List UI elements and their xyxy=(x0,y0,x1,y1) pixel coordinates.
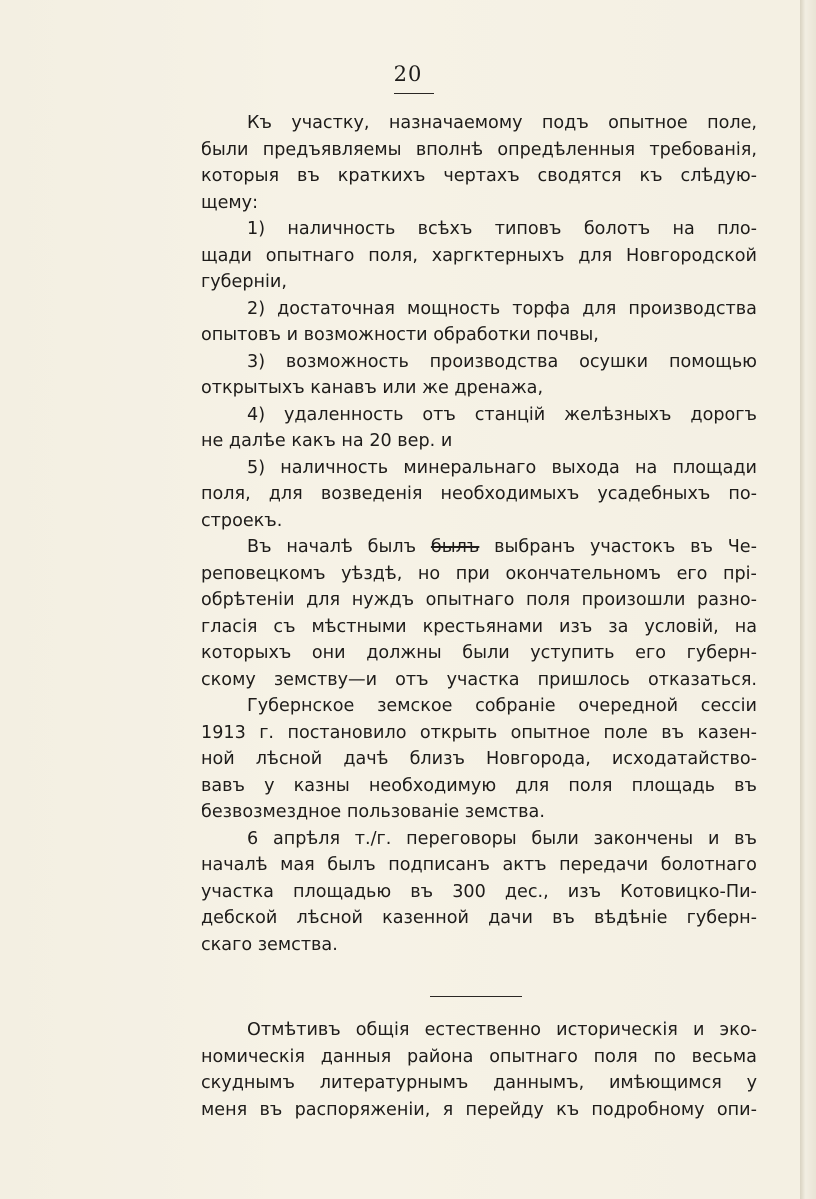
word: нуждъ xyxy=(351,590,415,610)
text-line xyxy=(201,349,757,376)
word: 5) xyxy=(247,457,266,478)
word: опытнаго xyxy=(265,245,355,266)
word: канавъ xyxy=(310,378,377,398)
text-line xyxy=(201,481,757,508)
word: подписанъ xyxy=(388,855,490,875)
word: площадь xyxy=(631,775,716,796)
word: литературнымъ xyxy=(319,1073,469,1093)
word: былъ xyxy=(367,537,417,557)
word: близъ xyxy=(409,749,465,769)
word: Котовицко-Пи- xyxy=(620,881,757,902)
word: казны xyxy=(293,775,350,796)
word: производства xyxy=(628,298,757,319)
word: на xyxy=(635,457,658,478)
word: т./г. xyxy=(354,828,392,849)
word: участка xyxy=(201,881,274,902)
word: и xyxy=(692,1020,705,1040)
page-number-rule xyxy=(394,93,434,94)
text-line xyxy=(201,667,757,694)
word: былъ xyxy=(430,537,480,557)
word: уѣздѣ, xyxy=(341,563,403,584)
word: поля xyxy=(525,590,571,610)
word: которыхъ xyxy=(201,643,292,663)
text-line xyxy=(201,773,757,800)
text-line xyxy=(201,1044,757,1071)
word: условій, xyxy=(644,616,719,637)
word: типовъ xyxy=(494,219,562,239)
word: губерн- xyxy=(686,643,757,663)
word: слѣдую- xyxy=(680,166,757,186)
word: харгктерныхъ xyxy=(431,245,565,266)
word: Отмѣтивъ xyxy=(247,1020,341,1040)
text-line xyxy=(201,269,757,296)
word: опытное xyxy=(608,113,688,133)
word: и xyxy=(707,828,720,849)
word: въ xyxy=(296,166,320,186)
word: дебской xyxy=(201,908,278,928)
word: номическія xyxy=(201,1046,305,1067)
word: реповецкомъ xyxy=(201,563,326,584)
word: и xyxy=(286,325,299,345)
text-line xyxy=(201,614,757,641)
word: усадебныхъ xyxy=(597,484,711,504)
word: торфа xyxy=(512,298,571,319)
word: площадью xyxy=(293,881,392,902)
word: вполнѣ xyxy=(415,139,484,160)
word: поля, xyxy=(201,484,251,504)
word: для xyxy=(578,245,613,266)
word: пришлось xyxy=(537,669,630,690)
word: возведенія xyxy=(320,484,423,504)
word: достаточная xyxy=(277,298,396,319)
word: началѣ xyxy=(286,537,353,557)
word: его xyxy=(635,643,666,663)
word: скуднымъ xyxy=(201,1073,295,1093)
word: 2) xyxy=(247,298,266,319)
word: пользованіе xyxy=(346,802,460,822)
word: собраніе xyxy=(475,696,556,716)
word: 1913 xyxy=(201,722,246,743)
word: производства xyxy=(429,351,559,372)
word: исходатайство- xyxy=(611,749,757,769)
word: опытнаго xyxy=(489,1046,578,1067)
word: Къ xyxy=(247,113,272,133)
word: желѣзныхъ xyxy=(564,404,672,425)
word: естественно xyxy=(424,1020,542,1040)
word: подробному xyxy=(591,1099,705,1120)
word: въ xyxy=(734,828,757,849)
word: въ xyxy=(552,908,575,928)
word: земское xyxy=(377,696,453,716)
text-line xyxy=(201,879,757,906)
word: за xyxy=(608,616,629,637)
word: же xyxy=(422,378,449,398)
word: меня xyxy=(201,1099,248,1120)
word: для xyxy=(268,484,303,504)
word: на xyxy=(734,616,757,637)
word: опытовъ xyxy=(201,325,281,345)
word: постановило xyxy=(287,722,407,743)
word: въ xyxy=(734,775,757,796)
word: опи- xyxy=(716,1099,757,1120)
text-line xyxy=(201,322,757,349)
word: отъ xyxy=(422,404,456,425)
word: щади xyxy=(201,245,252,266)
word: помощью xyxy=(668,351,757,372)
word: поле xyxy=(603,722,648,743)
text-line xyxy=(201,190,757,217)
word: опытное xyxy=(510,722,591,743)
word: земства. xyxy=(257,934,338,955)
text-line xyxy=(201,693,757,720)
word: 3) xyxy=(247,351,266,372)
body-text-continued xyxy=(201,1017,757,1123)
word: распоряженіи, xyxy=(294,1099,431,1120)
word: назначаемому xyxy=(388,113,523,133)
word: предъявляемы xyxy=(262,139,402,160)
word: для xyxy=(582,298,617,319)
word: дренажа, xyxy=(454,378,544,398)
word: историческія xyxy=(556,1020,678,1040)
text-line xyxy=(201,1097,757,1124)
word: перейду xyxy=(465,1099,544,1120)
word: лѣсной xyxy=(255,749,323,769)
word: поля, xyxy=(368,245,418,266)
word: и xyxy=(440,431,453,451)
word: къ xyxy=(639,166,663,186)
word: Губернское xyxy=(247,696,355,716)
word: дачѣ xyxy=(343,749,389,769)
word: участка xyxy=(446,669,520,690)
text-line xyxy=(201,455,757,482)
word: 1) xyxy=(247,219,266,239)
word: для xyxy=(515,775,550,796)
text-line xyxy=(201,852,757,879)
word: чертахъ xyxy=(443,166,520,186)
text-line xyxy=(201,640,757,667)
word: мѣстными xyxy=(311,616,407,637)
word: Новгородской xyxy=(625,245,757,266)
word: возможность xyxy=(285,351,409,372)
text-line xyxy=(201,561,757,588)
word: разно- xyxy=(697,590,757,610)
word: Че- xyxy=(727,537,757,557)
word: его xyxy=(676,563,708,584)
text-line xyxy=(201,375,757,402)
text-line xyxy=(201,1017,757,1044)
word: въ xyxy=(410,881,434,902)
word: Въ xyxy=(247,537,272,557)
word: возможности xyxy=(303,325,428,345)
word: сессіи xyxy=(700,696,757,716)
word: опредѣленныя xyxy=(497,139,636,160)
word: изъ xyxy=(567,881,602,902)
word: 6 xyxy=(247,828,259,849)
word: должны xyxy=(366,643,442,663)
word: ной xyxy=(201,749,235,769)
text-line xyxy=(201,905,757,932)
text-line xyxy=(201,428,757,455)
text-line xyxy=(201,826,757,853)
word: произошли xyxy=(581,590,686,610)
word: на xyxy=(672,219,695,239)
word: прі- xyxy=(723,563,757,584)
word: вѣдѣніе xyxy=(594,908,668,928)
word: опытнаго xyxy=(425,590,515,610)
text-line xyxy=(201,746,757,773)
word: по- xyxy=(728,484,757,504)
word: казен- xyxy=(697,722,757,743)
word: въ xyxy=(661,722,685,743)
word: у xyxy=(264,775,275,796)
word: земства. xyxy=(464,802,545,822)
word: изъ xyxy=(559,616,593,637)
word: необходимую xyxy=(368,775,497,796)
word: съ xyxy=(273,616,296,637)
word: отъ xyxy=(395,669,429,690)
word: по xyxy=(653,1046,676,1067)
word: подъ xyxy=(541,113,589,133)
word: площади xyxy=(672,457,757,478)
word: скаго xyxy=(201,934,253,955)
word: Новгорода, xyxy=(485,749,591,769)
word: болотъ xyxy=(583,219,651,239)
text-line xyxy=(201,508,757,535)
word: крестьянами xyxy=(422,616,544,637)
word: переговоры xyxy=(406,828,517,849)
word: открыть xyxy=(419,722,498,743)
word: требованія, xyxy=(649,139,757,160)
word: губерн- xyxy=(686,908,757,928)
word: мая xyxy=(280,855,315,875)
word: даннымъ, xyxy=(493,1073,585,1093)
word: пло- xyxy=(717,219,757,239)
word: 20 xyxy=(369,431,392,451)
text-line xyxy=(201,1070,757,1097)
word: земству—и xyxy=(273,669,378,690)
word: данныя xyxy=(320,1046,392,1067)
word: уступить xyxy=(530,643,615,663)
section-divider xyxy=(430,996,522,997)
word: участокъ xyxy=(589,537,676,557)
body-text xyxy=(201,110,757,958)
word: актъ xyxy=(502,855,547,875)
word: были xyxy=(201,139,249,160)
word: казенной xyxy=(382,908,469,928)
word: лѣсной xyxy=(296,908,363,928)
word: почвы, xyxy=(536,325,599,345)
word: обрѣтеніи xyxy=(201,590,295,610)
word: для xyxy=(306,590,341,610)
word: безвозмездное xyxy=(201,802,342,822)
text-line xyxy=(201,402,757,429)
word: осушки xyxy=(579,351,649,372)
word: началѣ xyxy=(201,855,268,875)
word: необходимыхъ xyxy=(440,484,580,504)
word: вавъ xyxy=(201,775,245,796)
text-line xyxy=(201,932,757,959)
word: не xyxy=(201,431,224,451)
word: района xyxy=(406,1046,474,1067)
word: передачи xyxy=(559,855,649,875)
word: скому xyxy=(201,669,256,690)
text-line xyxy=(201,110,757,137)
word: г. xyxy=(259,722,275,743)
word: поля xyxy=(593,1046,638,1067)
word: эко- xyxy=(719,1020,757,1040)
word: былъ xyxy=(327,855,376,875)
word: 300 xyxy=(452,881,486,902)
text-line xyxy=(201,137,757,164)
page-number: 20 xyxy=(393,62,423,86)
text-line xyxy=(201,587,757,614)
word: которыя xyxy=(201,166,280,186)
word: весьма xyxy=(691,1046,757,1067)
word: гласія xyxy=(201,616,258,637)
word: болотнаго xyxy=(660,855,757,875)
word: они xyxy=(311,643,346,663)
word: минеральнаго xyxy=(403,457,537,478)
text-line xyxy=(201,799,757,826)
text-line xyxy=(201,216,757,243)
word: щему: xyxy=(201,192,259,213)
word: поля xyxy=(568,775,613,796)
word: участку, xyxy=(291,113,370,133)
text-line xyxy=(201,296,757,323)
word: апрѣля xyxy=(272,828,341,849)
word: строекъ. xyxy=(201,510,283,531)
word: были xyxy=(531,828,579,849)
word: но xyxy=(417,563,441,584)
word: удаленность xyxy=(283,404,404,425)
word: выхода xyxy=(551,457,620,478)
word: открытыхъ xyxy=(201,378,305,398)
page-edge xyxy=(800,0,816,1199)
word: поле, xyxy=(707,113,757,133)
word: дорогъ xyxy=(690,404,757,425)
word: вер. xyxy=(397,431,436,451)
word: 4) xyxy=(247,404,266,425)
word: станцій xyxy=(474,404,546,425)
word: губерніи, xyxy=(201,272,287,292)
word: дачи xyxy=(488,908,533,928)
word: дес., xyxy=(504,881,549,902)
word: были xyxy=(462,643,510,663)
word: сводятся xyxy=(537,166,622,186)
word: окончательномъ xyxy=(505,563,661,584)
word: далѣе xyxy=(228,431,286,451)
word: очередной xyxy=(578,696,679,716)
word: обработки xyxy=(433,325,531,345)
word: при xyxy=(455,563,490,584)
word: отказаться. xyxy=(647,669,757,690)
word: въ xyxy=(690,537,713,557)
word: наличность xyxy=(280,457,389,478)
word: къ xyxy=(556,1099,580,1120)
text-line xyxy=(201,163,757,190)
word: имѣющимся xyxy=(608,1073,722,1093)
word: на xyxy=(341,431,364,451)
word: я xyxy=(442,1099,454,1120)
word: наличность xyxy=(287,219,396,239)
text-line xyxy=(201,720,757,747)
word: закончены xyxy=(593,828,694,849)
word: выбранъ xyxy=(494,537,576,557)
word: какъ xyxy=(291,431,336,451)
word: у xyxy=(746,1073,757,1093)
text-line xyxy=(201,534,757,561)
word: краткихъ xyxy=(337,166,426,186)
word: общія xyxy=(355,1020,410,1040)
word: всѣхъ xyxy=(417,219,473,239)
word: мощность xyxy=(407,298,501,319)
word: въ xyxy=(259,1099,283,1120)
word: или xyxy=(382,378,417,398)
text-line xyxy=(201,243,757,270)
